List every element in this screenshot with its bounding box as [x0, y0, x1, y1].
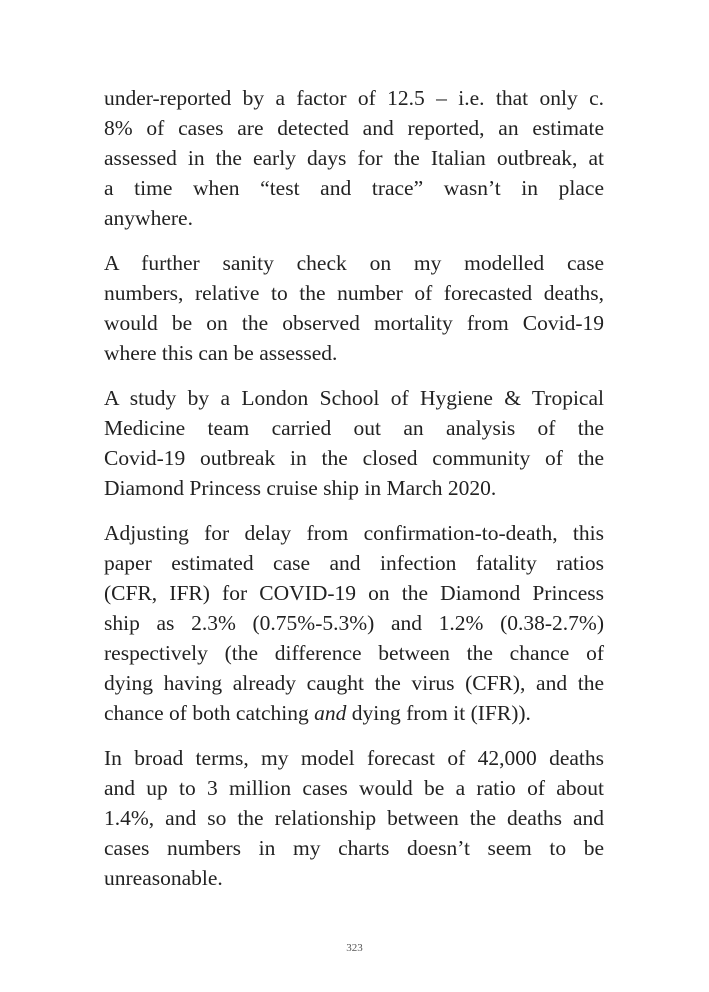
text-line: a time when “test and trace” wasn’t in place — [104, 176, 604, 200]
text-line — [104, 698, 604, 728]
text-line: (CFR, IFR) for COVID-19 on the Diamond Princess — [104, 581, 604, 605]
text-segment: dying from it (IFR)). — [346, 701, 531, 725]
text-line: Diamond Princess cruise ship in March 2020. — [104, 476, 497, 500]
text-segment: chance of both catching — [104, 701, 315, 725]
text-line: unreasonable. — [104, 866, 223, 890]
text-line: would be on the observed mortality from Covid-19 — [104, 311, 604, 335]
text-line: numbers, relative to the number of forecasted deaths, — [104, 281, 604, 305]
page-number: 323 — [346, 942, 363, 954]
text-line: A study by a London School of Hygiene & Tropical — [104, 386, 604, 410]
text-line: dying having already caught the virus (CFR), and the — [104, 671, 604, 695]
paragraph-1 — [104, 83, 604, 233]
paragraph-2 — [104, 248, 604, 368]
emphasis-text: and — [314, 701, 347, 725]
text-line: Covid-19 outbreak in the closed community of the — [104, 446, 604, 470]
text-line: where this can be assessed. — [104, 341, 338, 365]
body-text — [104, 83, 604, 908]
text-line: under-reported by a factor of 12.5 – i.e. that only c. — [104, 86, 604, 110]
paragraph-5 — [104, 743, 604, 893]
text-line: 8% of cases are detected and reported, an estimate — [104, 116, 604, 140]
text-line: respectively (the difference between the chance of — [104, 641, 604, 665]
paragraph-4 — [104, 518, 604, 728]
paragraph-3 — [104, 383, 604, 503]
text-line: Medicine team carried out an analysis of the — [104, 416, 604, 440]
text-line: ship as 2.3% (0.75%-5.3%) and 1.2% (0.38-2.7%) — [104, 611, 604, 635]
text-line: assessed in the early days for the Italian outbreak, at — [104, 146, 604, 170]
text-line: 1.4%, and so the relationship between the deaths and — [104, 806, 604, 830]
text-line: anywhere. — [104, 206, 193, 230]
text-line: paper estimated case and infection fatality ratios — [104, 551, 604, 575]
text-line: and up to 3 million cases would be a ratio of about — [104, 776, 604, 800]
text-line: A further sanity check on my modelled case — [104, 251, 604, 275]
text-line: cases numbers in my charts doesn’t seem to be — [104, 836, 604, 860]
text-line: In broad terms, my model forecast of 42,000 deaths — [104, 746, 604, 770]
text-line: Adjusting for delay from confirmation-to-death, this — [104, 521, 604, 545]
